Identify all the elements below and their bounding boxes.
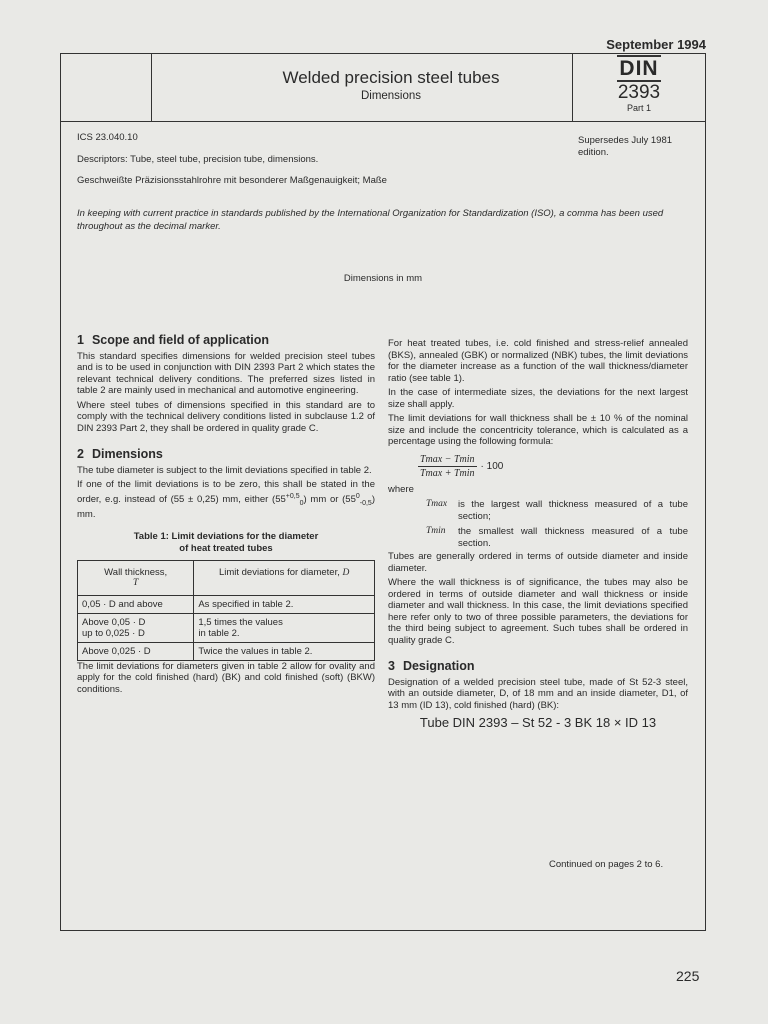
right-column	[388, 338, 688, 729]
header-wall-thickness: Wall thickness, T	[78, 560, 194, 595]
german-title: Geschweißte Präzisionsstahlrohre mit besonderer Maßgenauigkeit; Maße	[77, 175, 387, 186]
dimensions-note: Dimensions in mm	[343, 273, 423, 284]
designation-example: Tube DIN 2393 – St 52 - 3 BK 18 × ID 13	[419, 715, 657, 730]
table-row: 0,05 · D and above As specified in table 2.	[78, 595, 375, 613]
descriptors: Descriptors: Tube, steel tube, precision tube, dimensions.	[77, 154, 319, 165]
continued-note: Continued on pages 2 to 6.	[549, 859, 664, 870]
din-logo: DIN	[619, 57, 659, 80]
publication-date: September 1994	[606, 37, 706, 52]
supersedes-note: Supersedes July 1981 edition.	[578, 135, 673, 158]
ordering-para-2: Where the wall thickness is of significance, the tubes may also be ordered in terms of outside diameter and wall thickness or inside diameter and wall thickness. In this case, the limit deviations specified here refer only to two of three possible parameters, the deviations for the third being subject to agreement. Such tubes shall be ordered in quality grade C.	[388, 577, 688, 646]
tmax-definition: Tmax is the largest wall thickness measured of a tube section;	[426, 499, 688, 522]
table-1-note: The limit deviations for diameters given in table 2 allow for ovality and apply for the cold finished (hard) (BK) and cold finished (soft) (BKW) conditions.	[77, 660, 375, 695]
document-title: Welded precision steel tubes	[282, 68, 500, 87]
decimal-marker-note: In keeping with current practice in standards published by the International Organization for Standardization (ISO), a comma has been used throughout as the decimal marker.	[77, 208, 664, 232]
header-limit-deviations: Limit deviations for diameter, D	[194, 560, 375, 595]
table-header-row	[78, 560, 375, 595]
section-3-heading: 3 Designation	[388, 659, 475, 673]
table-row: Above 0,025 · D Twice the values in table 2.	[78, 642, 375, 660]
table-1	[77, 560, 375, 661]
document-frame	[60, 53, 706, 931]
title-block-left-cell	[61, 54, 152, 121]
table-1-caption: Table 1: Limit deviations for the diameter of heat treated tubes	[133, 530, 319, 554]
left-column	[77, 335, 375, 698]
section-1-heading: 1 Scope and field of application	[77, 333, 270, 347]
table-row: Above 0,05 · D up to 0,025 · D 1,5 times the values in table 2.	[78, 613, 375, 642]
section-1-para-2: Where steel tubes of dimensions specified in this standard are to comply with the technical delivery conditions listed in subclause 1.2 of DIN 2393 Part 2, they shall be ordered in quality grade C.	[77, 399, 375, 434]
section-2-para-1: The tube diameter is subject to the limit deviations specified in table 2.	[77, 464, 372, 476]
wall-thickness-para: The limit deviations for wall thickness shall be ± 10 % of the nominal size and include the concentricity tolerance, which is calculated as a percentage using the following formula:	[388, 413, 688, 447]
tmin-definition: Tmin the smallest wall thickness measured of a tube section.	[426, 526, 688, 549]
where-label: where	[388, 483, 414, 495]
title-block	[61, 54, 705, 122]
page-number: 225	[676, 968, 700, 984]
concentricity-formula: $\frac{Tmax - Tmin}{Tmax + Tmin}$ · 100	[420, 453, 504, 479]
standard-number: 2393	[617, 82, 661, 103]
standard-id-box	[572, 54, 705, 121]
heat-treated-para: For heat treated tubes, i.e. cold finished and stress-relief annealed (BKS), annealed (GBK) or normalized (NBK) tubes, the limit deviations for the diameter increase as a function of the wall thickness/diameter ratio (see table 1).	[388, 338, 688, 384]
standard-part: Part 1	[626, 103, 651, 113]
title-block-center	[151, 54, 631, 121]
ordering-para-1: Tubes are generally ordered in terms of outside diameter and inside diameter.	[388, 551, 688, 574]
section-3-para: Designation of a welded precision steel tube, made of St 52-3 steel, with an outside diameter, D, of 18 mm and an inside diameter, D1, of 13 mm (ID 13), cold finished (hard) (BK):	[388, 676, 688, 711]
section-2-heading: 2 Dimensions	[77, 447, 163, 461]
section-2-para-2: If one of the limit deviations is to be zero, this shall be stated in the order, e.g. instead of (55 ± 0,25) mm, either $(55^{+0,5}_0)$ mm or $(55^0_{-0,5})$ mm.	[77, 479, 375, 521]
section-1-para-1: This standard specifies dimensions for welded precision steel tubes and is to be used in conjunction with DIN 2393 Part 2 which states the relevant technical delivery conditions. The preferred sizes listed in table 2 are mainly used in mechanical and automotive engineering.	[77, 350, 375, 396]
intermediate-sizes-para: In the case of intermediate sizes, the deviations for the next largest size shall apply.	[388, 387, 688, 410]
ics-code: ICS 23.040.10	[77, 132, 138, 143]
document-subtitle: Dimensions	[360, 90, 422, 102]
